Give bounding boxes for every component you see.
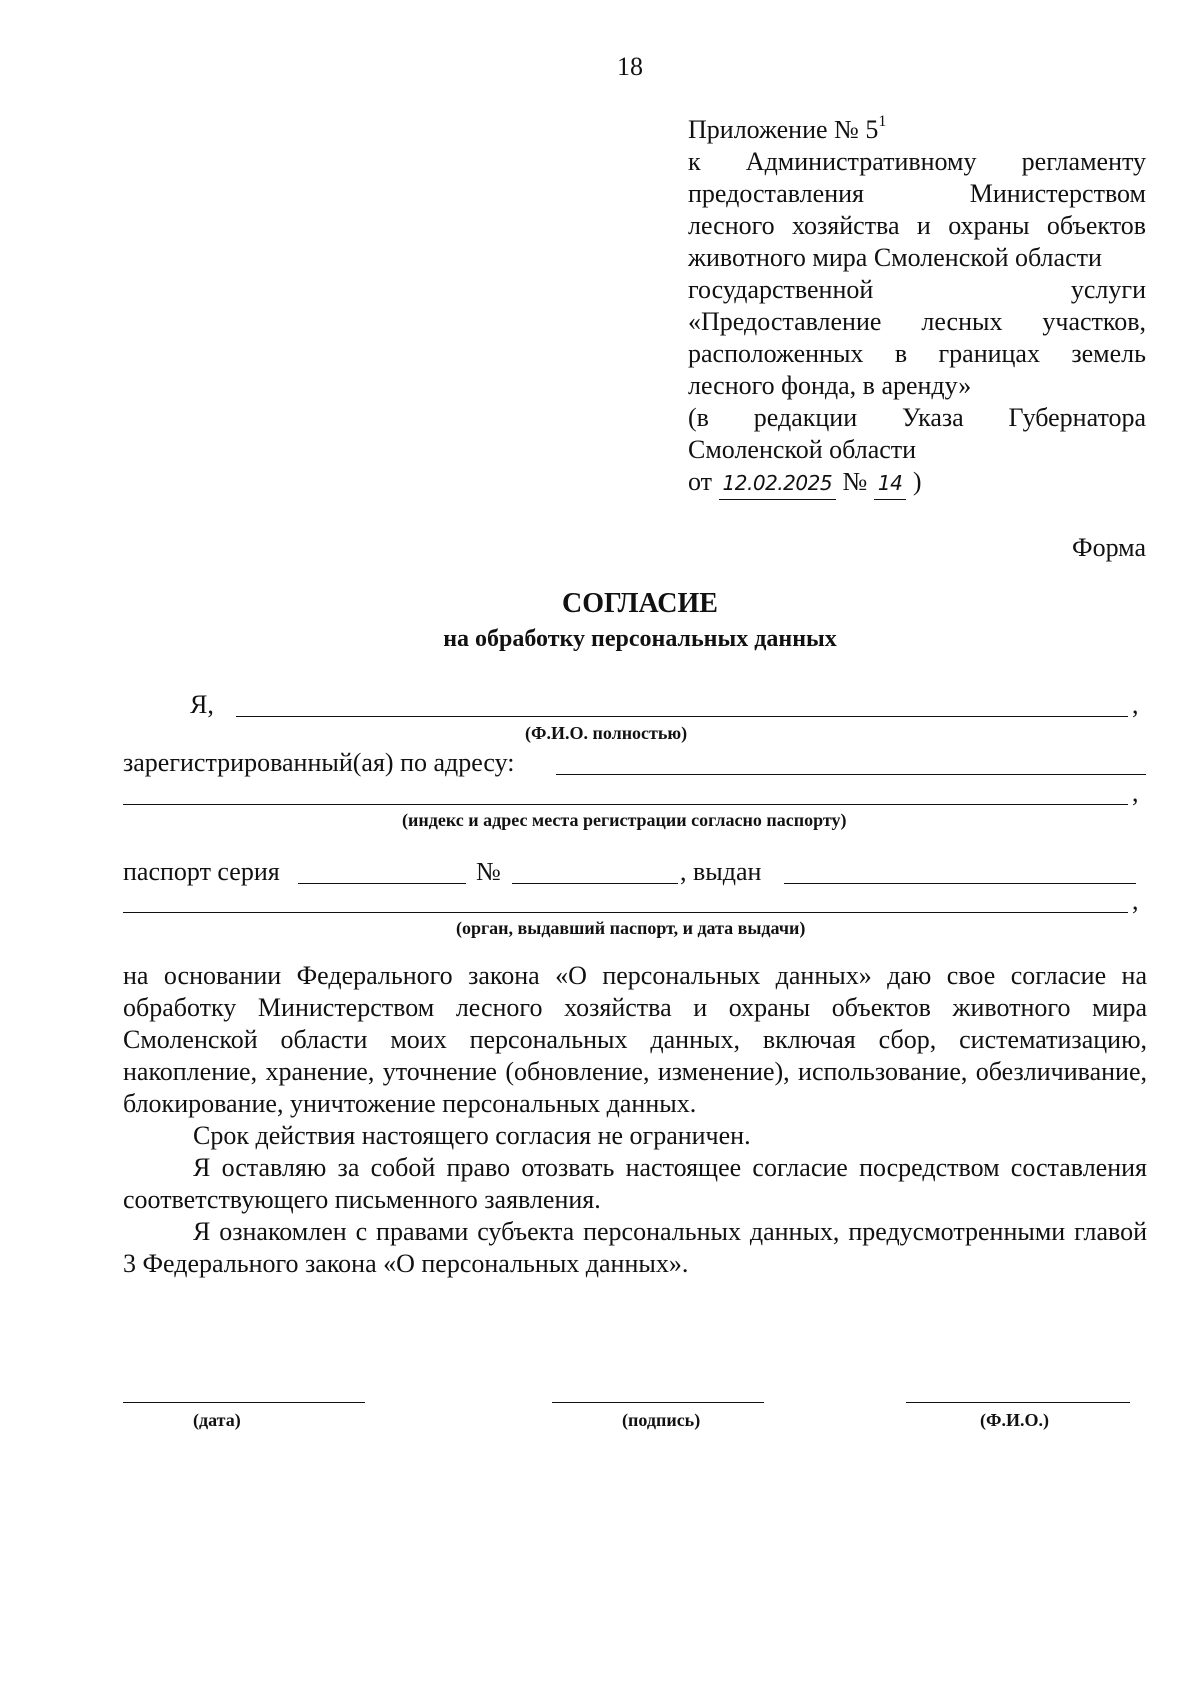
handwritten-number: 14 [874,467,906,500]
signature-caption: (подпись) [622,1410,701,1430]
body-paragraph: Я ознакомлен с правами субъекта персональных данных, предусмотренными главой 3 Федерального закона «О персональных данных». [123,1217,1147,1278]
appendix-line: лесного фонда, в аренду» [688,371,972,400]
issuer-comma: , [1132,886,1139,915]
passport-issued-line[interactable] [784,883,1136,884]
document-title: СОГЛАСИЕ [562,588,718,619]
handwritten-date: 12.02.2025 [719,467,837,500]
address-comma: , [1132,778,1139,807]
appendix-line: предоставления Министерством [688,179,1146,208]
passport-issued-label: , выдан [680,857,762,886]
i-label: Я, [190,690,214,719]
passport-series-line[interactable] [298,883,466,884]
appendix-line: расположенных в границах земель [688,339,1146,368]
issuer-field-line[interactable] [123,912,1128,913]
appendix-line: животного мира Смоленской области [688,243,1102,272]
appendix-superscript: 1 [878,113,887,130]
date-signature-line[interactable] [123,1402,365,1403]
passport-series-label: паспорт серия [123,857,280,886]
appendix-line: Смоленской области [688,435,917,464]
address-field-line[interactable] [556,774,1146,775]
appendix-block [688,114,1146,500]
body-paragraph: Срок действия настоящего согласия не ограничен. [193,1121,751,1150]
appendix-line: к Административному регламенту [688,147,1146,176]
appendix-line: «Предоставление лесных участков, [688,307,1146,336]
address-note: (индекс и адрес места регистрации согласно паспорту) [402,810,847,830]
body-paragraph: Я оставляю за собой право отозвать настоящее согласие посредством составления соответствующего письменного заявления. [123,1153,1147,1214]
page-number: 18 [617,52,643,81]
fio-signature-line[interactable] [906,1402,1130,1403]
address-label: зарегистрированный(ая) по адресу: [123,748,515,777]
fio-comma: , [1132,690,1139,719]
fio-field-line[interactable] [236,716,1128,717]
date-caption: (дата) [193,1410,241,1430]
appendix-line: государственной услуги [688,275,1146,304]
appendix-date-line: от 12.02.2025 № 14 ) [688,466,1146,500]
form-label: Форма [1072,533,1146,562]
appendix-line: (в редакции Указа Губернатора [688,403,1146,432]
document-subtitle: на обработку персональных данных [443,626,837,652]
body-paragraph: на основании Федерального закона «О персональных данных» даю свое согласие на обработку Министерством лесного хозяйства и охраны объектов животного мира Смоленской области моих персональных данных, включая сбор, систематизацию, накопление, хранение, уточнение (обновление, изменение), использование, обезличивание, блокирование, уничтожение персональных данных. [123,961,1147,1118]
consent-body [123,960,1147,1280]
appendix-line: лесного хозяйства и охраны объектов [688,211,1146,240]
address-field-line-2[interactable] [123,804,1128,805]
signature-line[interactable] [552,1402,764,1403]
appendix-title: Приложение № $5^1$ [688,113,887,144]
fio-caption: (Ф.И.О.) [980,1410,1049,1430]
passport-number-label: № [476,857,501,886]
passport-number-line[interactable] [512,883,678,884]
fio-note: (Ф.И.О. полностью) [525,723,688,743]
issuer-note: (орган, выдавший паспорт, и дата выдачи) [456,918,806,938]
